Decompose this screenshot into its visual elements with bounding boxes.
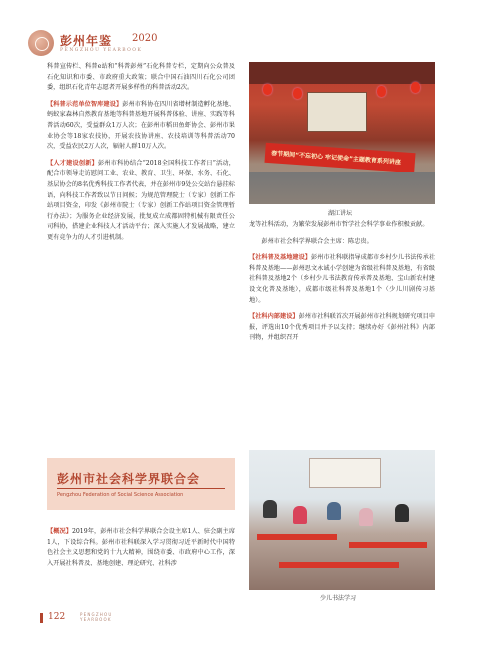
student-figure xyxy=(359,508,373,526)
page-number: 122 xyxy=(48,612,66,622)
photo-screen xyxy=(307,92,367,132)
photo-lecture xyxy=(249,62,435,204)
left-column xyxy=(47,62,235,250)
tag-talent: 【人才建设创新】 xyxy=(47,159,98,167)
paragraph-science-promo: 科普宣传栏、科普e站和“科普彭州”石化科普专栏，定期向公众普及石化知识和市委、市政府重大政策；联合中国石油四川石化公司团委，组织石化青年志愿者开展多样性的科普活动2次。 xyxy=(47,63,235,92)
student-figure xyxy=(395,504,409,522)
paragraph-signature: 彭州市社会科学界联合会主席：陈忠贵。 xyxy=(261,237,373,245)
photo-roof xyxy=(249,62,435,84)
section-heading-box xyxy=(47,458,235,510)
student-figure xyxy=(263,500,277,518)
photo-calligraphy xyxy=(249,450,435,590)
desk-red-paper xyxy=(257,534,337,540)
tag-base-building: 【社科普及基地建设】 xyxy=(249,254,312,262)
tag-overview: 【概况】 xyxy=(47,528,72,535)
photo-calligraphy-caption: 少儿书法学习 xyxy=(320,595,357,602)
tag-internal: 【社科内部建设】 xyxy=(249,313,299,321)
photo-banner: 春节期间“不忘初心 牢记使命”主题教育系列讲座 xyxy=(264,143,415,173)
right-column xyxy=(249,220,435,350)
tag-demo-units: 【科普示范单位智库建设】 xyxy=(47,100,123,108)
paragraph-internal: 【社科内部建设】彭州市社科联首次开展彭州市社科规划研究项目申报，评选出10个优秀项目并予以支持；继续办好《彭州社科》内部刊物，并组织召开 xyxy=(249,313,436,342)
left-column-lower xyxy=(47,527,235,575)
page-marker xyxy=(40,613,43,623)
yearbook-title: 彭州年鉴 xyxy=(60,34,113,48)
lantern-icon xyxy=(411,82,420,93)
yearbook-logo-icon xyxy=(28,30,54,56)
yearbook-year: 2020 xyxy=(132,33,158,44)
paragraph-base-building: 【社科普及基地建设】彭州市社科联指导成都市乡村少儿书法传承社科普及基地——彭州思文永诚小学创建为省级社科普及基地，有省级社科普及基地2个（乡村少儿书法教育传承普及基地、宝山新农村建设文化普及基地），成都市级社科普及基地1个（少儿川剧传习基地）。 xyxy=(249,254,436,304)
photo-lecture-caption: 湖江讲坛 xyxy=(328,210,353,217)
paragraph-overview: 【概况】2019年，彭州市社会科学界联合会设主席1人、驻会副主席1人，下设综合科。彭州市社科联深入学习贯彻习近平新时代中国特色社会主义思想和党的十九大精神，围绕市委、市政府中心工作，深入开展社科普及、基地创建、理论研究、社科涉 xyxy=(47,528,236,567)
lantern-icon xyxy=(293,88,302,99)
lantern-icon xyxy=(263,84,272,95)
lantern-icon xyxy=(377,86,386,97)
student-figure xyxy=(293,506,307,524)
footer-subtitle: PENGZHOU YEARBOOK xyxy=(80,612,113,622)
section-divider xyxy=(57,488,225,489)
paragraph-continued: 龙等社科活动，为繁荣发展彭州市哲学社会科学事业作积极贡献。 xyxy=(249,221,429,228)
section-title: 彭州市社会科学界联合会 xyxy=(57,472,201,486)
photo-crowd xyxy=(249,172,435,204)
page-footer xyxy=(40,611,280,625)
yearbook-subtitle: PENGZHOU YEARBOOK xyxy=(60,48,143,53)
desk-red-paper xyxy=(279,562,399,568)
desk-red-paper xyxy=(349,542,427,548)
paragraph-talent: 【人才建设创新】彭州市科协结合“2018全国科技工作者日”活动，配合市领导走访慰问工业、农业、教育、卫生、环保、水务、石化、基层协会的8名优秀科技工作者代表，并在彭州市9处公交站台悬挂标语，向科技工作者致以节日问候；为规范管理院士（专家）创新工作站项目资金，印发《彭州市院士（专家）创新工作站项目资金管理暂行办法》；为服务企业经济发展，批复成立成都固特机械有限责任公司科协，搭建企业科技人才活动平台；深入实施人才发展战略，建立更有竞争力的人才引进机制。 xyxy=(47,159,235,241)
page-header xyxy=(28,30,328,64)
paragraph-demo-units: 【科普示范单位智库建设】彭州市科协在四川省增材制造孵化基地、蚂蚁家森林自然教育基地等科普基地开展科普体验、讲座、实践等科普活动60次，受益群众1万人次；在彭州市稻田鱼虾协会、彭州市果业协会等18家农技协，开展农技协讲座、农技培训等科普活动70次，受益农民2万人次，辐射人群10万人次。 xyxy=(47,100,236,151)
student-figure xyxy=(327,502,341,520)
photo-blackboard xyxy=(309,458,381,488)
section-english-title: Pengzhou Federation of Social Science Association xyxy=(57,492,184,498)
